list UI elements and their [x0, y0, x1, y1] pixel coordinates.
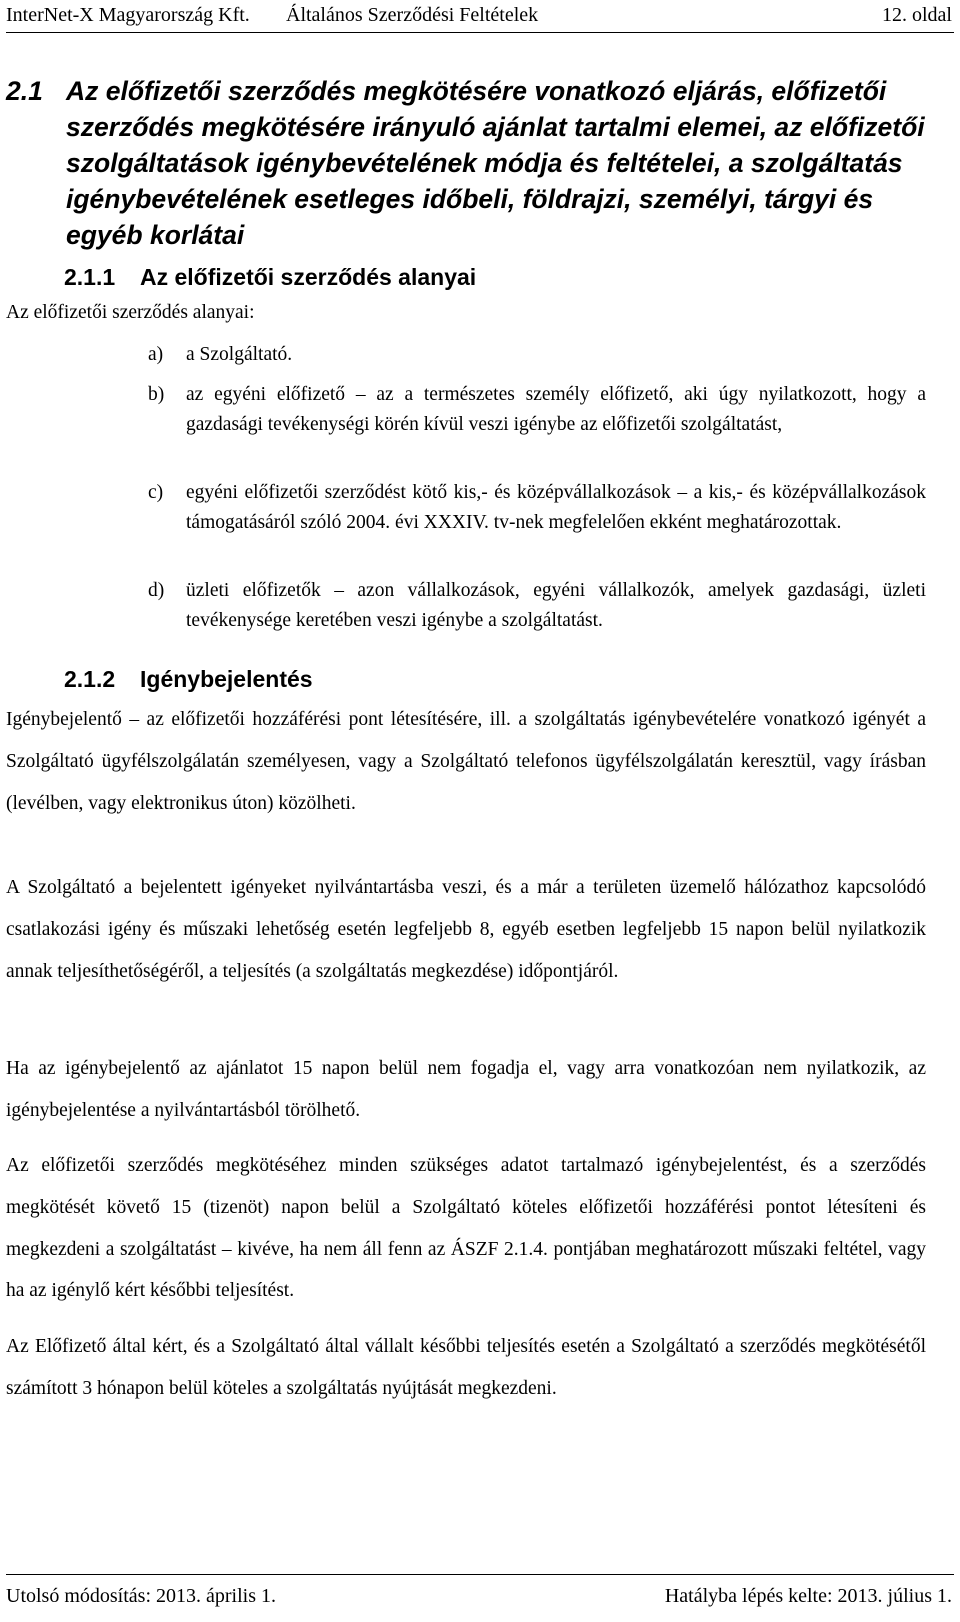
paragraph: Ha az igénybejelentő az ajánlatot 15 napon belül nem fogadja el, vagy arra vonatkozóan nem nyilatkozik, az igénybejelentése a nyilvántartásból törölhető. — [6, 1058, 926, 1121]
section-number: 2.1 — [6, 76, 43, 106]
list-marker: c) — [148, 482, 164, 503]
page-header — [6, 0, 954, 33]
paragraph: Az előfizetői szerződés megkötéséhez minden szükséges adatot tartalmazó igénybejelentést, és a szerződés megkötését követő 15 (tizenöt) napon belül a Szolgáltató köteles előfizetői hozzáférési pontot létesíteni és megkezdeni a szolgáltatást – kivéve, ha nem áll fenn az ÁSZF 2.1.4. pontjában meghatározott műszaki feltétel, vagy ha az igénylő kért későbbi teljesítést. — [6, 1155, 926, 1302]
list-item-text: az egyéni előfizető – az a természetes személy előfizető, aki úgy nyilatkozott, hogy a gazdasági tevékenységi körén kívül veszi igénybe az előfizetői szolgáltatást, — [186, 384, 926, 435]
header-document-title: Általános Szerződési Feltételek — [286, 4, 539, 26]
paragraph: Az Előfizető által kért, és a Szolgáltató által vállalt későbbi teljesítés esetén a Szolgáltató a szerződés megkötésétől számított 3 hónapon belül köteles a szolgáltatás nyújtását megkezdeni. — [6, 1336, 926, 1399]
list-item-text: üzleti előfizetők – azon vállalkozások, egyéni vállalkozók, amelyek gazdasági, üzleti tevékenysége keretében veszi igénybe a szolgáltatást. — [186, 580, 926, 631]
subsection-title: Az előfizetői szerződés alanyai — [140, 264, 477, 290]
footer-last-modified: Utolsó módosítás: 2013. április 1. — [6, 1585, 276, 1607]
section-title: Az előfizetői szerződés megkötésére vonatkozó eljárás, előfizetői szerződés megkötésére irányuló ajánlat tartalmi elemei, az előfizetői szolgáltatások igénybevételének módja és feltételei, a szolgáltatás igénybevételének esetleges időbeli, földrajzi, személyi, tárgyi és egyéb korlátai — [66, 76, 925, 250]
paragraph: Igénybejelentő – az előfizetői hozzáférési pont létesítésére, ill. a szolgáltatás igénybevételére vonatkozó igényét a Szolgáltató ügyfélszolgálatán személyesen, vagy a Szolgáltató telefonos ügyfélszolgálatán keresztül, vagy írásban (levélben, vagy elektronikus úton) közölheti. — [6, 709, 926, 814]
list-item — [148, 340, 926, 370]
list-marker: b) — [148, 384, 165, 405]
subsection-number: 2.1.2 — [64, 666, 116, 692]
list-item-text: a Szolgáltató. — [186, 344, 293, 365]
list-marker: d) — [148, 580, 165, 601]
parties-intro: Az előfizetői szerződés alanyai: — [6, 302, 255, 323]
page-footer — [6, 1574, 954, 1615]
header-company: InterNet-X Magyarország Kft. — [6, 4, 250, 26]
footer-effective-date: Hatályba lépés kelte: 2013. július 1. — [664, 1585, 952, 1607]
list-item-text: egyéni előfizetői szerződést kötő kis,- és középvállalkozások – a kis,- és középvállalkozások támogatásáról szóló 2004. évi XXXIV. tv-nek megfelelően ekként meghatározottak. — [186, 482, 926, 533]
list-item — [148, 478, 926, 537]
paragraph: A Szolgáltató a bejelentett igényeket nyilvántartásba veszi, és a már a területen üzemelő hálózathoz kapcsolódó csatlakozási igény és műszaki lehetőség esetén legfeljebb 8, egyéb esetben legfeljebb 15 napon belül nyilatkozik annak teljesíthetőségéről, a teljesítés (a szolgáltatás megkezdése) időpontjáról. — [6, 877, 926, 982]
subsection-number: 2.1.1 — [64, 264, 116, 290]
header-page-number: 12. oldal — [882, 4, 952, 26]
list-marker: a) — [148, 344, 164, 365]
subsection-heading-2-1-2 — [64, 664, 313, 694]
list-item — [148, 576, 926, 635]
section-heading — [6, 73, 936, 253]
subsection-heading-2-1-1 — [64, 262, 476, 292]
subsection-title: Igénybejelentés — [140, 666, 313, 692]
list-item — [148, 380, 926, 439]
